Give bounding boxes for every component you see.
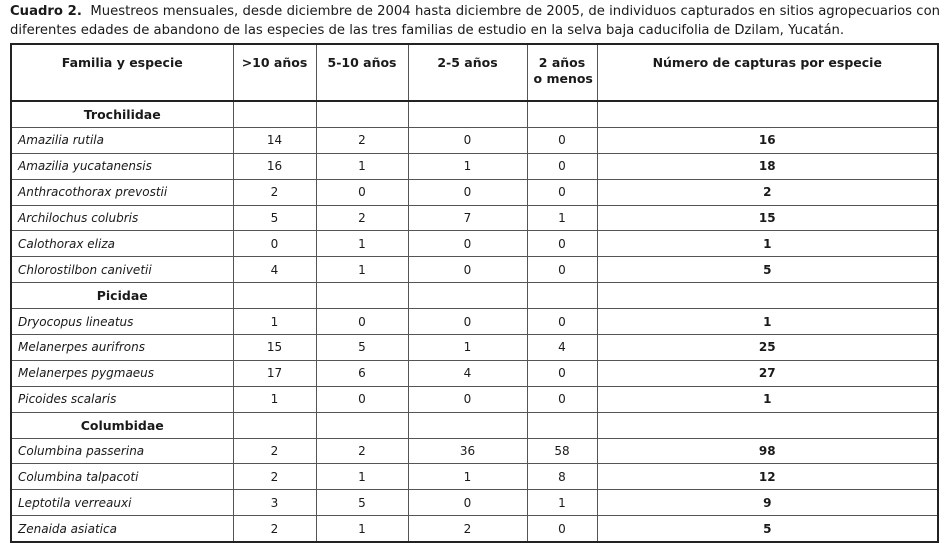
empty-cell (233, 412, 316, 438)
count-5-10: 5 (316, 490, 408, 516)
table-row (11, 179, 938, 205)
header-row (11, 44, 938, 101)
total-captures: 1 (597, 386, 938, 412)
family-name: Columbidae (11, 412, 233, 438)
species-name: Picoides scalaris (11, 386, 233, 412)
count-2-5: 1 (408, 335, 527, 361)
count-2-or-less: 0 (527, 153, 597, 179)
empty-cell (527, 101, 597, 127)
total-captures: 98 (597, 438, 938, 464)
count-over-10: 0 (233, 231, 316, 257)
empty-cell (408, 412, 527, 438)
empty-cell (527, 283, 597, 309)
species-name: Melanerpes pygmaeus (11, 360, 233, 386)
table-row (11, 257, 938, 283)
total-captures: 25 (597, 335, 938, 361)
species-name: Columbina talpacoti (11, 464, 233, 490)
empty-cell (597, 412, 938, 438)
count-2-or-less: 0 (527, 127, 597, 153)
species-name: Anthracothorax prevostii (11, 179, 233, 205)
total-captures: 16 (597, 127, 938, 153)
count-5-10: 1 (316, 464, 408, 490)
count-5-10: 2 (316, 205, 408, 231)
count-2-or-less: 1 (527, 205, 597, 231)
count-over-10: 2 (233, 464, 316, 490)
count-2-or-less: 0 (527, 360, 597, 386)
count-2-5: 4 (408, 360, 527, 386)
count-2-5: 1 (408, 153, 527, 179)
count-over-10: 2 (233, 179, 316, 205)
family-name: Picidae (11, 283, 233, 309)
count-2-5: 0 (408, 179, 527, 205)
count-over-10: 2 (233, 516, 316, 542)
empty-cell (316, 412, 408, 438)
count-2-5: 0 (408, 309, 527, 335)
empty-cell (408, 283, 527, 309)
total-captures: 12 (597, 464, 938, 490)
count-2-or-less: 0 (527, 309, 597, 335)
header-species: Familia y especie (11, 44, 233, 101)
total-captures: 27 (597, 360, 938, 386)
count-2-5: 0 (408, 490, 527, 516)
count-5-10: 5 (316, 335, 408, 361)
count-2-5: 0 (408, 231, 527, 257)
header-2-or-less-line1: 2 años (538, 55, 586, 70)
total-captures: 2 (597, 179, 938, 205)
count-2-5: 0 (408, 386, 527, 412)
family-row (11, 283, 938, 309)
empty-cell (597, 283, 938, 309)
species-name: Zenaida asiatica (11, 516, 233, 542)
table-row (11, 516, 938, 542)
total-captures: 5 (597, 516, 938, 542)
captures-table (10, 43, 939, 543)
count-over-10: 16 (233, 153, 316, 179)
total-captures: 5 (597, 257, 938, 283)
family-name: Trochilidae (11, 101, 233, 127)
header-over-10: >10 años (233, 44, 316, 101)
count-over-10: 4 (233, 257, 316, 283)
empty-cell (597, 101, 938, 127)
count-2-5: 36 (408, 438, 527, 464)
count-2-or-less: 0 (527, 516, 597, 542)
table-caption (10, 2, 940, 40)
count-over-10: 5 (233, 205, 316, 231)
count-2-or-less: 0 (527, 231, 597, 257)
species-name: Calothorax eliza (11, 231, 233, 257)
count-2-or-less: 8 (527, 464, 597, 490)
count-2-5: 7 (408, 205, 527, 231)
count-2-or-less: 0 (527, 257, 597, 283)
count-over-10: 14 (233, 127, 316, 153)
total-captures: 18 (597, 153, 938, 179)
header-2-or-less (527, 44, 597, 101)
header-2-or-less-line2: o menos (533, 71, 593, 86)
count-2-5: 0 (408, 127, 527, 153)
family-row (11, 101, 938, 127)
total-captures: 15 (597, 205, 938, 231)
species-name: Amazilia yucatanensis (11, 153, 233, 179)
count-5-10: 0 (316, 309, 408, 335)
count-5-10: 0 (316, 386, 408, 412)
count-2-5: 2 (408, 516, 527, 542)
species-name: Leptotila verreauxi (11, 490, 233, 516)
family-row (11, 412, 938, 438)
count-5-10: 1 (316, 257, 408, 283)
table-row (11, 335, 938, 361)
table-row (11, 231, 938, 257)
caption-text: Muestreos mensuales, desde diciembre de 2004 hasta diciembre de 2005, de individuos capturados en sitios agropecuarios con diferentes edades de abandono de las especies de las tres familias de estudio en la selva baja caducifolia de Dzilam, Yucatán. (10, 4, 940, 38)
count-5-10: 1 (316, 516, 408, 542)
species-name: Amazilia rutila (11, 127, 233, 153)
count-2-or-less: 0 (527, 386, 597, 412)
table-row (11, 464, 938, 490)
table-body (11, 101, 938, 542)
table-row (11, 490, 938, 516)
species-name: Chlorostilbon canivetii (11, 257, 233, 283)
species-name: Archilochus colubris (11, 205, 233, 231)
table-row (11, 127, 938, 153)
count-over-10: 3 (233, 490, 316, 516)
header-total: Número de capturas por especie (597, 44, 938, 101)
count-2-5: 0 (408, 257, 527, 283)
count-2-or-less: 4 (527, 335, 597, 361)
empty-cell (233, 283, 316, 309)
count-over-10: 2 (233, 438, 316, 464)
species-name: Melanerpes aurifrons (11, 335, 233, 361)
total-captures: 1 (597, 309, 938, 335)
table-row (11, 386, 938, 412)
empty-cell (316, 101, 408, 127)
header-5-10: 5-10 años (316, 44, 408, 101)
count-2-or-less: 58 (527, 438, 597, 464)
count-5-10: 0 (316, 179, 408, 205)
total-captures: 9 (597, 490, 938, 516)
table-row (11, 153, 938, 179)
count-5-10: 1 (316, 153, 408, 179)
empty-cell (408, 101, 527, 127)
count-5-10: 1 (316, 231, 408, 257)
count-2-5: 1 (408, 464, 527, 490)
species-name: Columbina passerina (11, 438, 233, 464)
header-2-5: 2-5 años (408, 44, 527, 101)
count-2-or-less: 1 (527, 490, 597, 516)
count-5-10: 6 (316, 360, 408, 386)
table-row (11, 205, 938, 231)
count-5-10: 2 (316, 127, 408, 153)
total-captures: 1 (597, 231, 938, 257)
count-over-10: 1 (233, 386, 316, 412)
count-over-10: 1 (233, 309, 316, 335)
count-5-10: 2 (316, 438, 408, 464)
empty-cell (316, 283, 408, 309)
count-over-10: 15 (233, 335, 316, 361)
table-row (11, 360, 938, 386)
empty-cell (527, 412, 597, 438)
count-2-or-less: 0 (527, 179, 597, 205)
species-name: Dryocopus lineatus (11, 309, 233, 335)
table-row (11, 438, 938, 464)
count-over-10: 17 (233, 360, 316, 386)
caption-label: Cuadro 2. (10, 4, 82, 19)
table-row (11, 309, 938, 335)
empty-cell (233, 101, 316, 127)
